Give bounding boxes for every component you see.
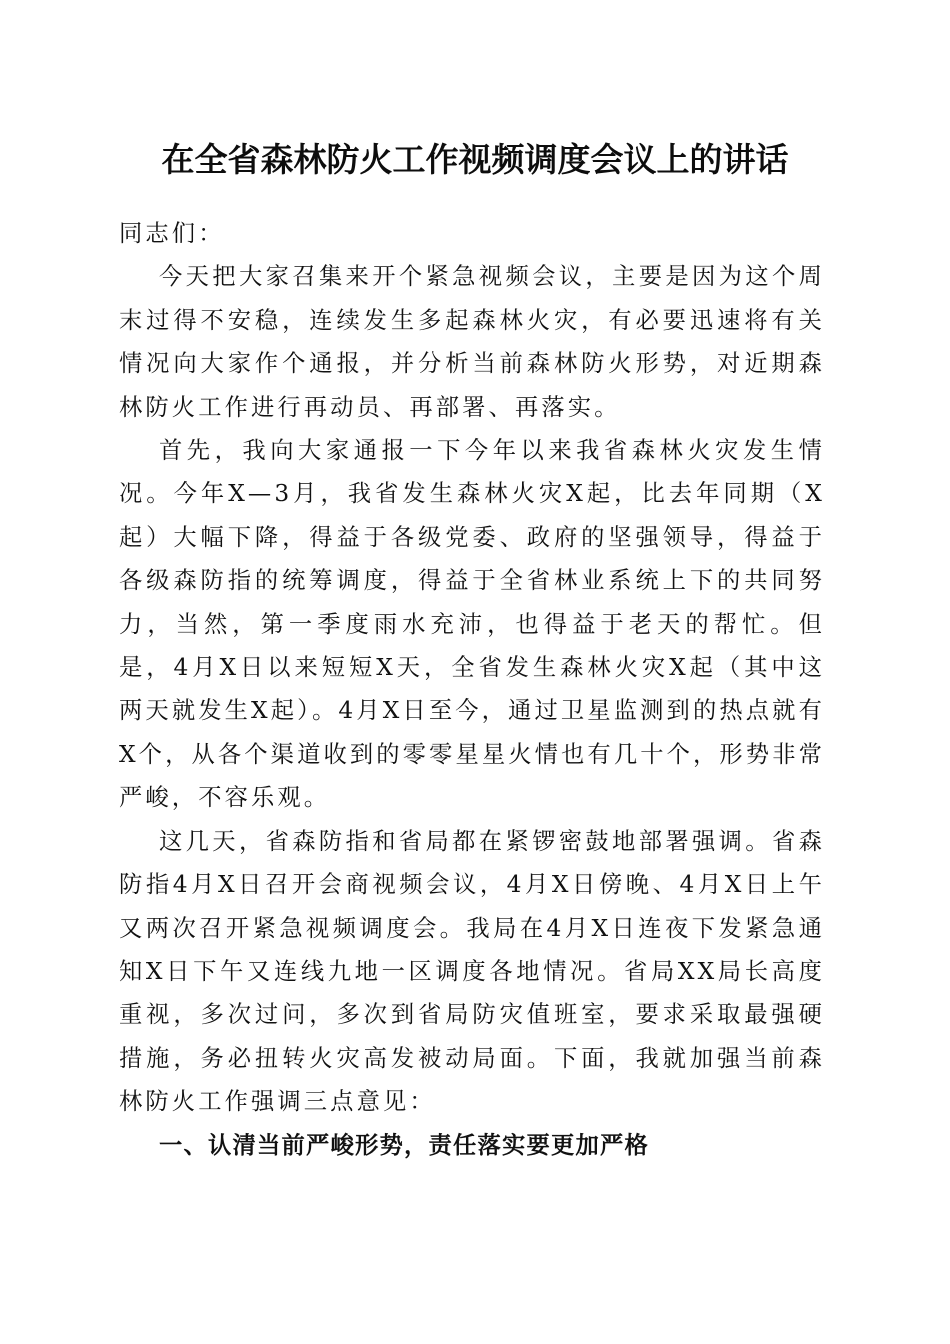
section-heading-1: 一、认清当前严峻形势，责任落实要更加严格 bbox=[159, 1131, 649, 1159]
paragraph-opening: 今天把大家召集来开个紧急视频会议，主要是因为这个周末过得不安稳，连续发生多起森林火灾，有必要迅速将有关情况向大家作个通报，并分析当前森林防火形势，对近期森林防火工作进行再动员、再部署、再落实。 bbox=[119, 263, 825, 421]
salutation: 同志们： bbox=[119, 220, 225, 247]
paragraph-fire-report: 首先，我向大家通报一下今年以来我省森林火灾发生情况。今年X—3月，我省发生森林火灾X起，比去年同期（X起）大幅下降，得益于各级党委、政府的坚强领导，得益于各级森防指的统筹调度，得益于全省林业系统上下的共同努力，当然，第一季度雨水充沛，也得益于老天的帮忙。但是，4月X日以来短短X天，全省发生森林火灾X起（其中这两天就发生X起）。4月X日至今，通过卫星监测到的热点就有X个，从各个渠道收到的零零星星火情也有几十个，形势非常严峻，不容乐观。 bbox=[119, 437, 826, 812]
document-body bbox=[119, 212, 825, 1167]
page-title: 在全省森林防火工作视频调度会议上的讲话 bbox=[161, 140, 789, 179]
paragraph-deployment: 这几天，省森防指和省局都在紧锣密鼓地部署强调。省森防指4月X日召开会商视频会议，4月X日傍晚、4月X日上午又两次召开紧急视频调度会。我局在4月X日连夜下发紧急通知X日下午又连线九地一区调度各地情况。省局XX局长高度重视，多次过问，多次到省局防灾值班室，要求采取最强硬措施，务必扭转火灾高发被动局面。下面，我就加强当前森林防火工作强调三点意见： bbox=[119, 827, 825, 1116]
